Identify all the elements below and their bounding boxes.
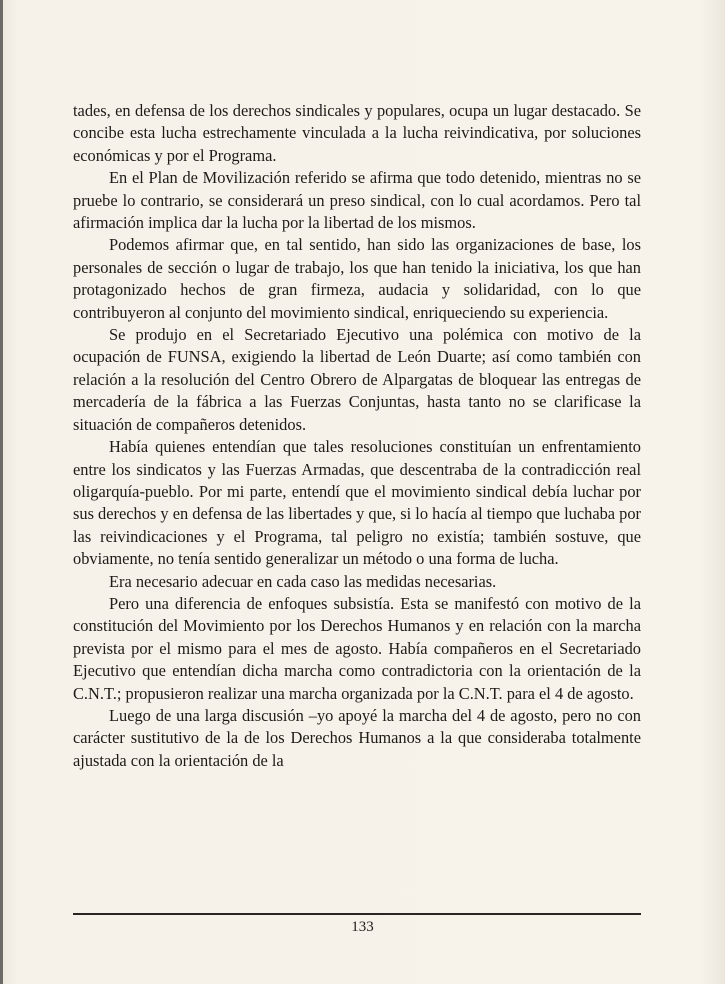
paragraph-5: Había quienes entendían que tales resoluciones constituían un enfrentamiento entre los sindicatos y las Fuerzas Armadas, que descentraba de la contradicción real oligarquía-pueblo. Por mi parte, entendí que el movimiento sindical debía luchar por sus derechos y en defensa de las libertades y que, si lo hacía al tiempo que luchaba por las reivindicaciones y el Programa, tal peligro no existía; también sostuve, que obviamente, no tenía sentido generalizar un método o una forma de lucha. <box>73 437 642 569</box>
paragraph-7: Pero una diferencia de enfoques subsistía. Esta se manifestó con motivo de la constitución del Movimiento por los Derechos Humanos y en relación con la marcha prevista por el mismo para el mes de agosto. Había compañeros en el Secretariado Ejecutivo que entendían dicha marcha como contradictoria con la orientación de la C.N.T.; propusieron realizar una marcha organizada por la C.N.T. para el 4 de agosto. <box>73 593 641 703</box>
paragraph-6: Era necesario adecuar en cada caso las medidas necesarias. <box>109 571 497 591</box>
paragraph-2: En el Plan de Movilización referido se afirma que todo detenido, mientras no se pruebe lo contrario, se considerará un preso sindical, con lo cual acordamos. Pero tal afirmación implica dar la lucha por la libertad de los mismos. <box>73 168 641 233</box>
paragraph-8: Luego de una larga discusión –yo apoyé la marcha del 4 de agosto, pero no con carácter sustitutivo de la de los Derechos Humanos a la que consideraba totalmente ajustada con la orientación de la <box>73 705 641 770</box>
page-edge-shadow <box>0 0 3 984</box>
paragraph-3: Podemos afirmar que, en tal sentido, han sido las organizaciones de base, los personales de sección o lugar de trabajo, los que han tenido la iniciativa, los que han protagonizado hechos de gran firmeza, audacia y solidaridad, con lo que contribuyeron al conjunto del movimiento sindical, enriqueciendo su experiencia. <box>73 235 641 322</box>
paragraph-4: Se produjo en el Secretariado Ejecutivo una polémica con motivo de la ocupación de FUNSA, exigiendo la libertad de León Duarte; así como también con relación a la resolución del Centro Obrero de Alpargatas de bloquear las entregas de mercadería de la fábrica a las Fuerzas Conjuntas, hasta tanto no se clarificase la situación de compañeros detenidos. <box>73 325 641 434</box>
page-number: 133 <box>351 919 374 935</box>
paragraph-1: tades, en defensa de los derechos sindicales y populares, ocupa un lugar destacado. Se concibe esta lucha estrechamente vinculada a la lucha reivindicativa, por soluciones económicas y por el Programa. <box>73 101 641 165</box>
footer-rule <box>73 913 641 915</box>
body-text <box>73 100 641 772</box>
